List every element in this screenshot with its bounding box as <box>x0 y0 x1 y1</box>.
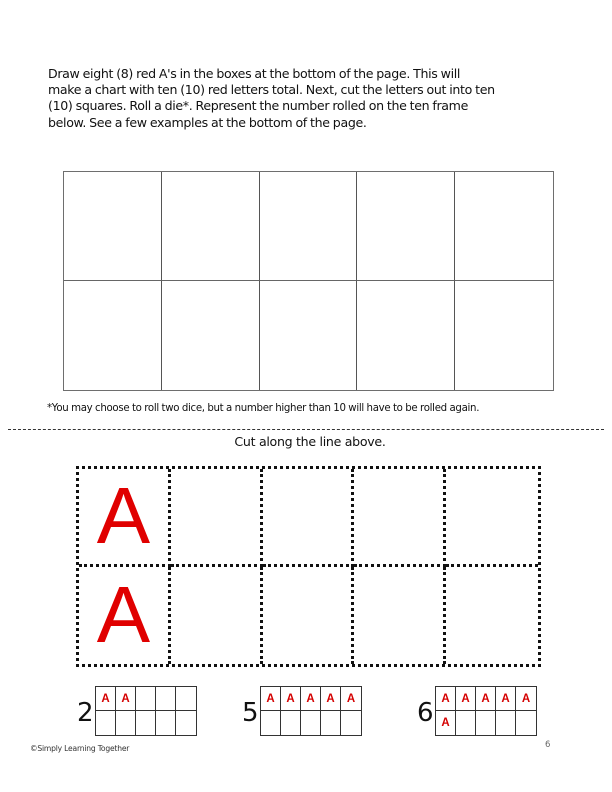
mini-cell <box>301 711 321 735</box>
ten-frame-cell <box>260 172 358 281</box>
example-number: 2 <box>77 698 94 728</box>
mini-cell <box>321 711 341 735</box>
mini-cell: A <box>261 687 281 711</box>
cut-label: Cut along the line above. <box>234 434 386 449</box>
mini-cell: A <box>436 711 456 735</box>
ten-frame-cell <box>260 281 358 390</box>
mini-cell <box>156 711 176 735</box>
mini-cell <box>456 711 476 735</box>
instruction-line: below. See a few examples at the bottom of the page. <box>48 114 367 130</box>
mini-ten-frame <box>260 686 362 736</box>
letter: A <box>96 570 151 660</box>
letter-cell <box>354 469 446 567</box>
letter-chart <box>76 466 541 667</box>
mini-cell: A <box>281 687 301 711</box>
copyright: ©Simply Learning Together <box>30 744 130 753</box>
ten-frame-cell <box>357 281 455 390</box>
mini-cell <box>516 711 536 735</box>
ten-frame-cell <box>64 281 162 390</box>
letter-cell <box>171 469 263 567</box>
mini-cell <box>136 711 156 735</box>
mini-cell <box>176 687 196 711</box>
letter-cell <box>354 567 446 665</box>
instruction-line: make a chart with ten (10) red letters total. Next, cut the letters out into ten <box>48 82 495 98</box>
mini-cell: A <box>436 687 456 711</box>
letter-cell <box>446 469 538 567</box>
ten-frame-cell <box>162 281 260 390</box>
cut-line <box>8 429 604 430</box>
mini-cell: A <box>116 687 136 711</box>
instruction-line: Draw eight (8) red A's in the boxes at the bottom of the page. This will <box>48 66 461 81</box>
mini-cell: A <box>496 687 516 711</box>
letter: A <box>96 471 151 561</box>
ten-frame <box>63 171 554 391</box>
mini-cell <box>496 711 516 735</box>
letter-cell <box>79 567 171 665</box>
mini-cell <box>261 711 281 735</box>
mini-ten-frame <box>435 686 537 736</box>
mini-cell <box>281 711 301 735</box>
mini-cell: A <box>476 687 496 711</box>
letter-cell <box>79 469 171 567</box>
mini-cell <box>156 687 176 711</box>
mini-cell <box>176 711 196 735</box>
mini-cell <box>341 711 361 735</box>
letter-cell <box>263 469 355 567</box>
mini-ten-frame <box>95 686 197 736</box>
instruction-line: (10) squares. Roll a die*. Represent the number rolled on the ten frame <box>48 98 468 114</box>
footnote: *You may choose to roll two dice, but a number higher than 10 will have to be rolled again. <box>47 403 480 414</box>
letter-cell <box>446 567 538 665</box>
instructions <box>48 66 588 131</box>
mini-cell: A <box>301 687 321 711</box>
letter-cell <box>263 567 355 665</box>
mini-cell: A <box>96 687 116 711</box>
mini-cell <box>476 711 496 735</box>
mini-cell: A <box>321 687 341 711</box>
mini-cell <box>96 711 116 735</box>
ten-frame-cell <box>455 172 553 281</box>
ten-frame-cell <box>64 172 162 281</box>
ten-frame-cell <box>357 172 455 281</box>
mini-cell <box>136 687 156 711</box>
mini-cell <box>116 711 136 735</box>
mini-cell: A <box>341 687 361 711</box>
mini-cell: A <box>456 687 476 711</box>
mini-cell: A <box>516 687 536 711</box>
letter-cell <box>171 567 263 665</box>
example-number: 5 <box>242 698 259 728</box>
example-number: 6 <box>417 698 434 728</box>
page-number: 6 <box>545 740 551 750</box>
ten-frame-cell <box>455 281 553 390</box>
ten-frame-cell <box>162 172 260 281</box>
